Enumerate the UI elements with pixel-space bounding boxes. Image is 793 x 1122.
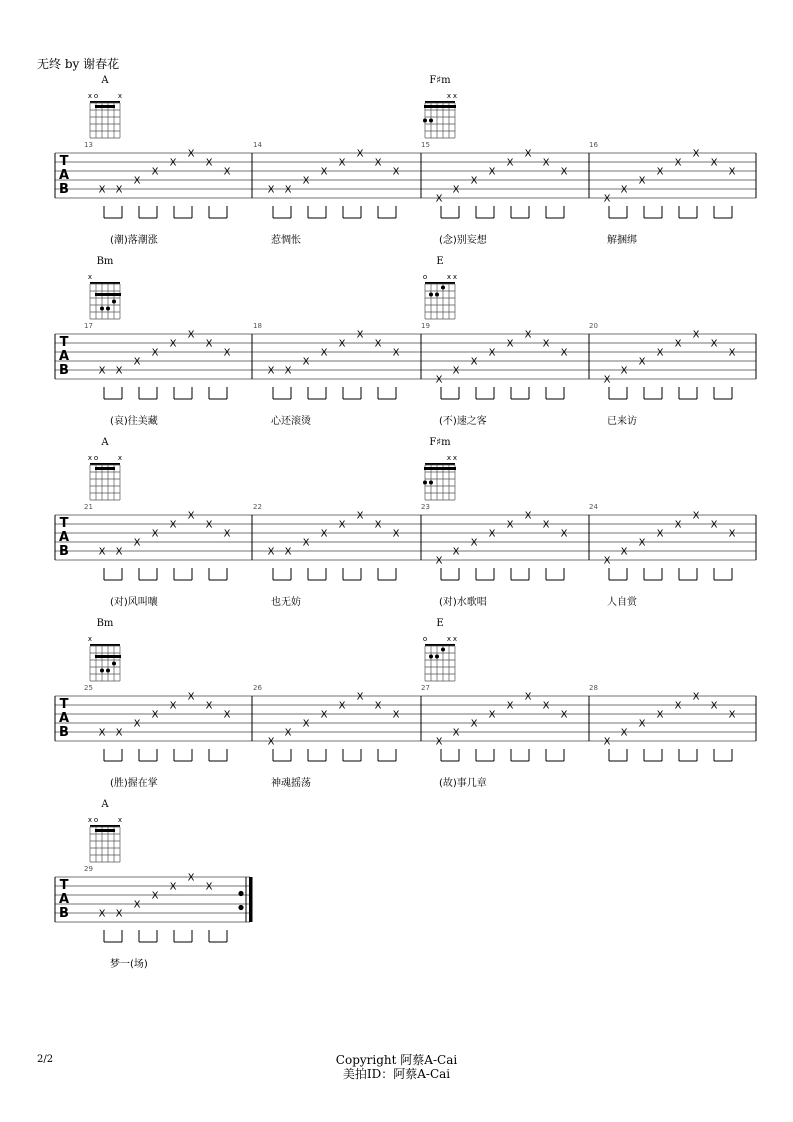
tab-note: X: [692, 691, 700, 703]
chord-dot: [441, 286, 445, 290]
repeat-dot: [238, 905, 243, 910]
tab-note: X: [302, 718, 310, 730]
tab-note: X: [356, 148, 364, 160]
tab-note: X: [133, 899, 141, 911]
chord-dot: [112, 300, 116, 304]
tab-note: X: [284, 365, 292, 377]
tab-note: X: [470, 175, 478, 187]
open-string-marker: o: [422, 273, 428, 281]
measure-number: 22: [253, 503, 262, 511]
open-string-marker: o: [93, 92, 99, 100]
chord-dot: [112, 662, 116, 666]
tab-letter: B: [59, 544, 69, 559]
chord-dot: [429, 119, 433, 123]
tab-note: X: [620, 727, 628, 739]
tab-note: X: [338, 700, 346, 712]
tab-note: X: [98, 908, 106, 920]
tab-note: X: [169, 519, 177, 531]
tab-note: X: [187, 510, 195, 522]
lyric-text: 神魂摇荡: [271, 778, 311, 789]
repeat-dot: [238, 891, 243, 896]
tab-note: X: [435, 555, 443, 567]
chord-dot: [423, 119, 427, 123]
tab-letter: T: [59, 516, 69, 531]
tab-note: X: [560, 166, 568, 178]
tab-note: X: [674, 519, 682, 531]
muted-string-marker: x: [452, 454, 458, 462]
tab-note: X: [115, 546, 123, 558]
tab-note: X: [223, 166, 231, 178]
tab-note: X: [603, 555, 611, 567]
lyric-text: 惹惆怅: [271, 235, 301, 246]
tab-note: X: [542, 157, 550, 169]
lyric-text: (对)水歌唱: [439, 597, 487, 608]
tab-note: X: [620, 546, 628, 558]
tab-note: X: [542, 519, 550, 531]
chord-barre: [424, 467, 456, 470]
tab-note: X: [151, 709, 159, 721]
tab-letter: B: [59, 906, 69, 921]
tab-note: X: [151, 528, 159, 540]
tab-note: X: [488, 709, 496, 721]
tab-note: X: [223, 347, 231, 359]
measure-number: 21: [84, 503, 93, 511]
tab-note: X: [374, 700, 382, 712]
tab-note: X: [710, 338, 718, 350]
tab-note: X: [205, 157, 213, 169]
lyric-text: (对)风叫嚷: [110, 597, 158, 608]
chord-name: E: [436, 618, 444, 629]
tab-note: X: [674, 157, 682, 169]
lyric-text: 解捆绑: [607, 235, 637, 246]
tab-note: X: [542, 338, 550, 350]
tab-note: X: [133, 356, 141, 368]
muted-string-marker: x: [117, 454, 123, 462]
tab-note: X: [392, 528, 400, 540]
tab-letter: B: [59, 182, 69, 197]
chord-dot: [100, 669, 104, 673]
measure-number: 25: [84, 684, 93, 692]
lyric-text: 也无妨: [271, 597, 301, 608]
measure-number: 13: [84, 141, 93, 149]
chord-barre: [95, 655, 121, 658]
chord-barre: [95, 467, 115, 470]
tab-note: X: [284, 727, 292, 739]
measure-number: 29: [84, 865, 93, 873]
tab-note: X: [223, 528, 231, 540]
measure-number: 23: [421, 503, 430, 511]
tab-note: X: [506, 519, 514, 531]
tab-note: X: [638, 175, 646, 187]
measure-number: 28: [589, 684, 598, 692]
chord-dot: [106, 307, 110, 311]
tab-note: X: [728, 528, 736, 540]
tab-note: X: [710, 700, 718, 712]
lyric-text: 人自赏: [607, 597, 637, 608]
muted-string-marker: x: [117, 816, 123, 824]
tab-note: X: [302, 175, 310, 187]
muted-string-marker: x: [117, 92, 123, 100]
tab-system: [55, 799, 253, 970]
tab-note: X: [98, 365, 106, 377]
tab-note: X: [169, 157, 177, 169]
lyric-text: (念)别妄想: [439, 235, 487, 246]
tab-note: X: [560, 347, 568, 359]
tab-letter: A: [58, 349, 70, 364]
tab-note: X: [392, 347, 400, 359]
tab-note: X: [338, 157, 346, 169]
chord-dot: [423, 481, 427, 485]
tab-system: [55, 256, 756, 427]
tab-note: X: [392, 709, 400, 721]
tab-note: X: [638, 718, 646, 730]
tab-system: [55, 618, 756, 789]
tab-note: X: [267, 365, 275, 377]
lyric-text: (胜)握在掌: [110, 778, 158, 789]
tab-note: X: [560, 528, 568, 540]
tab-note: X: [524, 691, 532, 703]
chord-barre: [95, 105, 115, 108]
lyric-text: (故)事几章: [439, 778, 487, 789]
tab-note: X: [392, 166, 400, 178]
tab-letter: B: [59, 363, 69, 378]
tab-note: X: [115, 184, 123, 196]
measure-number: 15: [421, 141, 430, 149]
tab-note: X: [488, 347, 496, 359]
tab-note: X: [620, 365, 628, 377]
tab-note: X: [524, 148, 532, 160]
tab-note: X: [187, 872, 195, 884]
tab-note: X: [133, 718, 141, 730]
tab-note: X: [98, 546, 106, 558]
lyric-text: (不)速之客: [439, 416, 487, 427]
tab-note: X: [151, 166, 159, 178]
tab-note: X: [205, 700, 213, 712]
muted-string-marker: x: [87, 454, 93, 462]
tab-note: X: [356, 691, 364, 703]
tab-note: X: [320, 166, 328, 178]
measure-number: 17: [84, 322, 93, 330]
tab-note: X: [506, 157, 514, 169]
muted-string-marker: x: [446, 273, 452, 281]
tab-note: X: [115, 908, 123, 920]
open-string-marker: o: [93, 454, 99, 462]
tab-note: X: [115, 727, 123, 739]
tab-letter: A: [58, 892, 70, 907]
chord-name: Bm: [96, 618, 114, 629]
open-string-marker: o: [422, 635, 428, 643]
tab-note: X: [452, 546, 460, 558]
tab-note: X: [320, 347, 328, 359]
copyright-line: Copyright 阿蔡A-Cai: [335, 1053, 458, 1067]
tab-note: X: [728, 166, 736, 178]
chord-name: Bm: [96, 256, 114, 267]
tab-note: X: [603, 193, 611, 205]
tab-note: X: [638, 537, 646, 549]
tab-note: X: [560, 709, 568, 721]
tab-note: X: [488, 528, 496, 540]
tab-note: X: [638, 356, 646, 368]
tab-note: X: [205, 881, 213, 893]
tab-note: X: [692, 148, 700, 160]
tab-note: X: [356, 510, 364, 522]
chord-barre: [95, 829, 115, 832]
tab-note: X: [151, 347, 159, 359]
muted-string-marker: x: [452, 273, 458, 281]
tab-note: X: [435, 736, 443, 748]
muted-string-marker: x: [446, 92, 452, 100]
tab-note: X: [267, 184, 275, 196]
lyric-text: 梦一(场): [110, 959, 148, 970]
tab-note: X: [656, 709, 664, 721]
muted-string-marker: x: [452, 635, 458, 643]
muted-string-marker: x: [452, 92, 458, 100]
final-barline: [249, 877, 253, 922]
tab-note: X: [603, 374, 611, 386]
chord-dot: [429, 481, 433, 485]
measure-number: 27: [421, 684, 430, 692]
measure-number: 24: [589, 503, 598, 511]
tab-note: X: [320, 709, 328, 721]
chord-barre: [95, 293, 121, 296]
measure-number: 18: [253, 322, 262, 330]
tab-note: X: [435, 193, 443, 205]
lyric-text: (潮)落潮涨: [110, 235, 158, 246]
tab-note: X: [267, 736, 275, 748]
lyric-text: (哀)往美藏: [110, 416, 158, 427]
tab-note: X: [710, 519, 718, 531]
tab-letter: A: [58, 530, 70, 545]
tab-note: X: [223, 709, 231, 721]
tab-note: X: [169, 881, 177, 893]
lyric-text: 已来访: [607, 416, 637, 427]
measure-number: 19: [421, 322, 430, 330]
chord-dot: [429, 655, 433, 659]
tab-letter: T: [59, 335, 69, 350]
chord-name: F♯m: [429, 437, 451, 448]
tab-note: X: [506, 700, 514, 712]
tab-note: X: [205, 338, 213, 350]
tab-note: X: [374, 338, 382, 350]
tab-note: X: [169, 700, 177, 712]
measure-number: 16: [589, 141, 598, 149]
lyric-text: 心还滚烫: [271, 416, 311, 427]
meipai-id-line: 美拍ID：阿蔡A-Cai: [342, 1067, 451, 1081]
tab-note: X: [267, 546, 275, 558]
copyright-block: [0, 1053, 793, 1081]
tab-letter: T: [59, 878, 69, 893]
measure-number: 14: [253, 141, 262, 149]
tab-letter: B: [59, 725, 69, 740]
chord-name: E: [436, 256, 444, 267]
open-string-marker: o: [93, 816, 99, 824]
tab-note: X: [470, 718, 478, 730]
tab-note: X: [356, 329, 364, 341]
tab-note: X: [710, 157, 718, 169]
muted-string-marker: x: [87, 816, 93, 824]
tab-note: X: [674, 700, 682, 712]
tab-note: X: [524, 510, 532, 522]
tab-note: X: [692, 329, 700, 341]
tab-letter: T: [59, 154, 69, 169]
tab-note: X: [488, 166, 496, 178]
muted-string-marker: x: [446, 454, 452, 462]
tab-note: X: [187, 691, 195, 703]
tab-note: X: [169, 338, 177, 350]
tab-note: X: [452, 184, 460, 196]
chord-dot: [106, 669, 110, 673]
chord-dot: [100, 307, 104, 311]
tab-note: X: [187, 148, 195, 160]
tab-note: X: [133, 537, 141, 549]
tab-note: X: [187, 329, 195, 341]
chord-name: A: [101, 799, 109, 810]
chord-name: F♯m: [429, 75, 451, 86]
tab-note: X: [374, 519, 382, 531]
tab-note: X: [302, 356, 310, 368]
muted-string-marker: x: [446, 635, 452, 643]
chord-barre: [424, 105, 456, 108]
tab-note: X: [284, 546, 292, 558]
chord-dot: [435, 655, 439, 659]
chord-name: A: [101, 437, 109, 448]
tab-note: X: [470, 537, 478, 549]
muted-string-marker: x: [87, 273, 93, 281]
tab-system: [55, 437, 756, 608]
tab-note: X: [98, 727, 106, 739]
tab-letter: T: [59, 697, 69, 712]
tab-note: X: [692, 510, 700, 522]
measure-number: 26: [253, 684, 262, 692]
tab-note: X: [133, 175, 141, 187]
tab-note: X: [620, 184, 628, 196]
tab-system: [55, 75, 756, 246]
tab-note: X: [656, 528, 664, 540]
tab-note: X: [98, 184, 106, 196]
tab-note: X: [338, 338, 346, 350]
tab-note: X: [470, 356, 478, 368]
chord-name: A: [101, 75, 109, 86]
tab-note: X: [656, 347, 664, 359]
muted-string-marker: x: [87, 92, 93, 100]
tab-note: X: [542, 700, 550, 712]
tab-letter: A: [58, 168, 70, 183]
tab-note: X: [728, 709, 736, 721]
tab-note: X: [284, 184, 292, 196]
tab-note: X: [302, 537, 310, 549]
tab-note: X: [506, 338, 514, 350]
chord-dot: [429, 293, 433, 297]
tab-note: X: [320, 528, 328, 540]
tab-letter: A: [58, 711, 70, 726]
tab-note: X: [452, 365, 460, 377]
tab-note: X: [115, 365, 123, 377]
chord-dot: [441, 648, 445, 652]
tab-note: X: [151, 890, 159, 902]
tab-note: X: [728, 347, 736, 359]
tab-note: X: [674, 338, 682, 350]
tab-note: X: [656, 166, 664, 178]
page-number: 2/2: [37, 1054, 54, 1065]
tab-note: X: [205, 519, 213, 531]
measure-number: 20: [589, 322, 598, 330]
tab-note: X: [374, 157, 382, 169]
tab-note: X: [338, 519, 346, 531]
tab-note: X: [452, 727, 460, 739]
tab-note: X: [524, 329, 532, 341]
chord-dot: [435, 293, 439, 297]
tab-note: X: [603, 736, 611, 748]
muted-string-marker: x: [87, 635, 93, 643]
tab-note: X: [435, 374, 443, 386]
page-title: 无终 by 谢春花: [37, 57, 120, 71]
